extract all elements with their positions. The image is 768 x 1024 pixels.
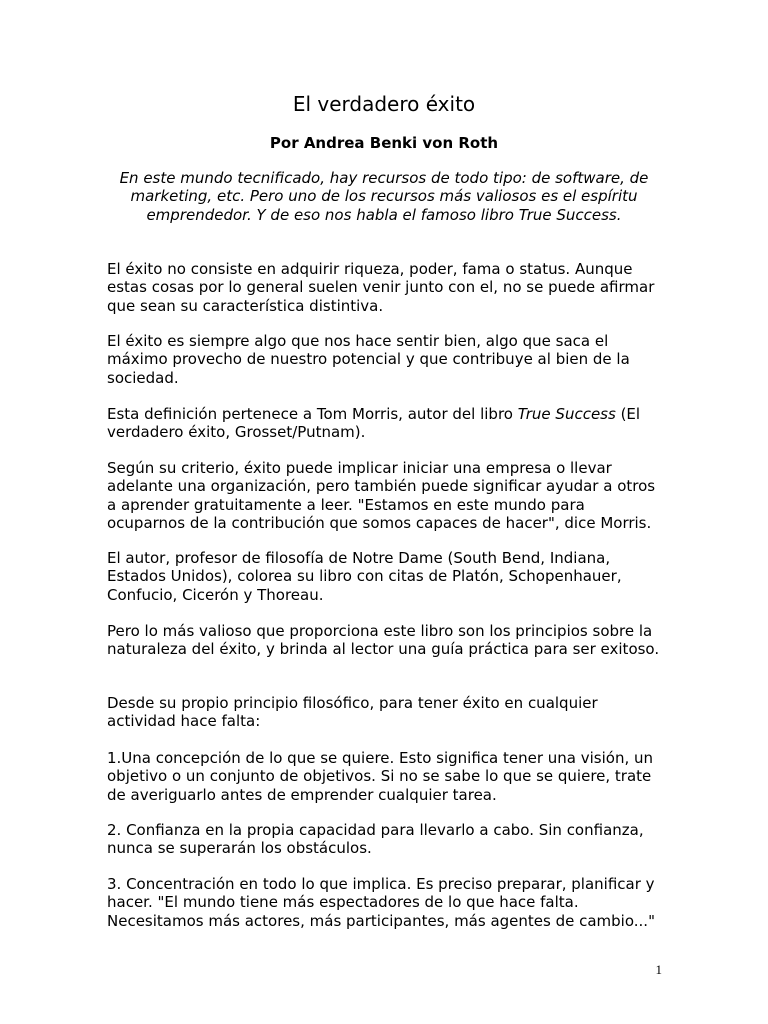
paragraph-1: El éxito no consiste en adquirir riqueza, poder, fama o status. Aunque estas cosas por lo general suelen venir junto con el, no se puede afirmar que sean su característica distintiva.	[107, 260, 655, 315]
paragraph-4: Según su criterio, éxito puede implicar iniciar una empresa o llevar adelante una organización, pero también puede significar ayudar a otros a aprender gratuitamente a leer. "Estamos en este mundo para ocuparnos de la contribución que somos capaces de hacer", dice Morris.	[107, 459, 656, 532]
paragraph-7: Desde su propio principio filosófico, para tener éxito en cualquier actividad hace falta:	[107, 694, 598, 731]
paragraph-5: El autor, profesor de filosofía de Notre Dame (South Bend, Indiana, Estados Unidos), colorea su libro con citas de Platón, Schopenhauer, Confucio, Cicerón y Thoreau.	[107, 549, 622, 604]
document-title: El verdadero éxito	[292, 92, 476, 116]
paragraph-3-text-before: Esta definición pertenece a Tom Morris, autor del libro	[107, 405, 518, 423]
list-item-2: 2. Confianza en la propia capacidad para llevarlo a cabo. Sin confianza, nunca se superarán los obstáculos.	[107, 821, 644, 858]
list-item-3: 3. Concentración en todo lo que implica. Es preciso preparar, planificar y hacer. "El mundo tiene más espectadores de lo que hace falta. Necesitamos más actores, más participantes, más agentes de cambio..."	[107, 875, 655, 930]
author-byline: Por Andrea Benki von Roth	[269, 134, 499, 152]
paragraph-3-text-after: (El verdadero éxito, Grosset/Putnam).	[107, 405, 641, 442]
list-item-1: 1.Una concepción de lo que se quiere. Esto significa tener una visión, un objetivo o un conjunto de objetivos. Si no se sabe lo que se quiere, trate de averiguarlo antes de emprender cualquier tarea.	[107, 749, 654, 804]
paragraph-3	[107, 405, 663, 442]
book-title-emphasis: True Success	[517, 405, 616, 423]
intro-paragraph: En este mundo tecnificado, hay recursos de todo tipo: de software, de marketing, etc. Pero uno de los recursos más valiosos es el espíritu emprendedor. Y de eso nos habla el famoso libro True Success.	[119, 169, 649, 224]
paragraph-2: El éxito es siempre algo que nos hace sentir bien, algo que saca el máximo provecho de nuestro potencial y que contribuye al bien de la sociedad.	[107, 332, 630, 387]
paragraph-6: Pero lo más valioso que proporciona este libro son los principios sobre la naturaleza del éxito, y brinda al lector una guía práctica para ser exitoso.	[107, 622, 660, 659]
page-number: 1	[655, 962, 662, 977]
